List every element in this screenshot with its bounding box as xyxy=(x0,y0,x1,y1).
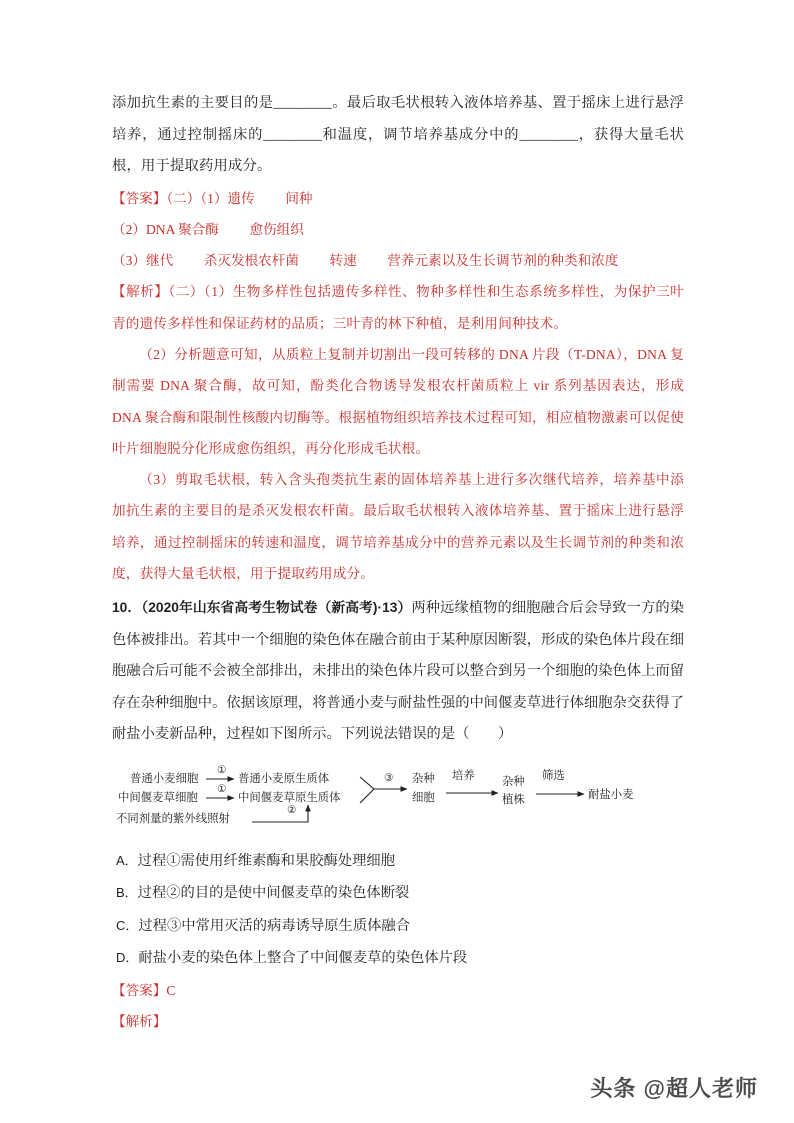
question-10-answer: 【答案】C xyxy=(112,982,176,998)
node-wheat-protoplast: 普通小麦原生质体 xyxy=(238,772,330,785)
option-b-text: 过程②的目的是使中间偃麦草的染色体断裂 xyxy=(137,885,410,902)
arrow-step2-elbow xyxy=(252,805,308,822)
option-b-mark: B． xyxy=(116,885,138,901)
page-content xyxy=(112,88,684,1037)
option-a-text: 过程①需使用纤维素酶和果胶酶处理细胞 xyxy=(137,852,396,869)
analysis-paragraph-2: （2）分析题意可知，从质粒上复制并切割出一段可转移的 DNA 片段（T-DNA），DNA 复制需要 DNA 聚合酶，故可知，酚类化合物诱导发根农杆菌质粒上 vir 系列基因表达，形成 DNA 聚合酶和限制性核酸内切酶等。根据植物组织培养技术过程可知，相应植物激素可以促使叶片细胞脱分化形成愈伤组织，再分化形成毛状根。 xyxy=(112,346,684,456)
watermark: 头条 @超人老师 xyxy=(590,1076,758,1101)
option-c[interactable] xyxy=(112,910,684,943)
option-d-mark: D． xyxy=(116,950,139,966)
question-stem: 两种远缘植物的细胞融合后会导致一方的染色体被排出。若其中一个细胞的染色体在融合前由于某种原因断裂，形成的染色体片段在细胞融合后可能不会被全部排出，未排出的染色体片段可以整合到另一个细胞的染色体上而留存在杂种细胞中。依据该原理，将普通小麦与耐盐性强的中间偃麦草进行体细胞杂交获得了耐盐小麦新品种，过程如下图所示。下列说法错误的是（ ） xyxy=(112,600,685,743)
label-step1-a: ① xyxy=(217,764,227,776)
question-10-header xyxy=(112,592,684,751)
answer-line-1: 【答案】（二）（1）遗传 间种 xyxy=(112,190,313,206)
node-uv-irradiation: 不同剂量的紫外线照射 xyxy=(116,812,230,825)
question-source: （2020年山东省高考生物试卷（新高考)·13） xyxy=(141,600,412,616)
label-step2: ② xyxy=(287,804,297,816)
label-step1-b: ① xyxy=(217,783,227,795)
analysis-paragraph-1: 【解析】（二）（1）生物多样性包括遗传多样性、物种多样性和生态系统多样性，为保护三叶青的遗传多样性和保证药材的品质；三叶青的林下种植，是利用间种技术。 xyxy=(112,284,684,331)
node-grass-cell: 中间偃麦草细胞 xyxy=(118,791,198,804)
answer-line-2: （2）DNA 聚合酶 愈伤组织 xyxy=(112,221,304,237)
label-culture: 培养 xyxy=(452,769,475,782)
node-salt-tolerant-wheat: 耐盐小麦 xyxy=(588,788,634,801)
answer-line-3: （3）继代 杀灭发根农杆菌 转速 营养元素以及生长调节剂的种类和浓度 xyxy=(112,253,619,269)
option-c-mark: C． xyxy=(116,917,139,933)
question-10-analysis-label: 【解析】 xyxy=(112,1014,167,1030)
node-hybrid-plant-line1: 杂种 xyxy=(502,775,525,788)
label-screen: 筛选 xyxy=(542,769,565,782)
option-a[interactable] xyxy=(112,845,684,878)
question-number: 10． xyxy=(112,600,142,616)
option-a-mark: A． xyxy=(116,852,138,868)
flow-diagram-svg xyxy=(112,765,672,837)
node-wheat-cell: 普通小麦细胞 xyxy=(130,772,199,785)
analysis-paragraph-3: （3）剪取毛状根，转入含头孢类抗生素的固体培养基上进行多次继代培养，培养基中添加抗生素的主要目的是杀灭发根农杆菌。最后取毛状根转入液体培养基、置于摇床上进行悬浮培养，通过控制摇床的转速和温度，调节培养基成分中的营养元素以及生长调节剂的种类和浓度，获得大量毛状根，用于提取药用成分。 xyxy=(112,472,684,582)
option-d-text: 耐盐小麦的染色体上整合了中间偃麦草的染色体片段 xyxy=(138,950,468,967)
hybridization-flow-diagram xyxy=(112,765,684,837)
top-passage-paragraph: 添加抗生素的主要目的是________。最后取毛状根转入液体培养基、置于摇床上进行悬浮培养，通过控制摇床的________和温度，调节培养基成分中的________，获得大量毛状根，用于提取药用成分。 xyxy=(112,95,684,174)
node-hybrid-cell-line1: 杂种 xyxy=(412,772,435,785)
converge-bracket xyxy=(360,777,374,803)
node-hybrid-cell-line2: 细胞 xyxy=(412,791,435,804)
node-grass-protoplast: 中间偃麦草原生质体 xyxy=(238,791,341,804)
label-step3: ③ xyxy=(384,772,394,784)
option-c-text: 过程③中常用灭活的病毒诱导原生质体融合 xyxy=(138,917,411,934)
node-hybrid-plant-line2: 植株 xyxy=(502,793,525,806)
option-b[interactable] xyxy=(112,877,684,910)
option-d[interactable] xyxy=(112,942,684,975)
